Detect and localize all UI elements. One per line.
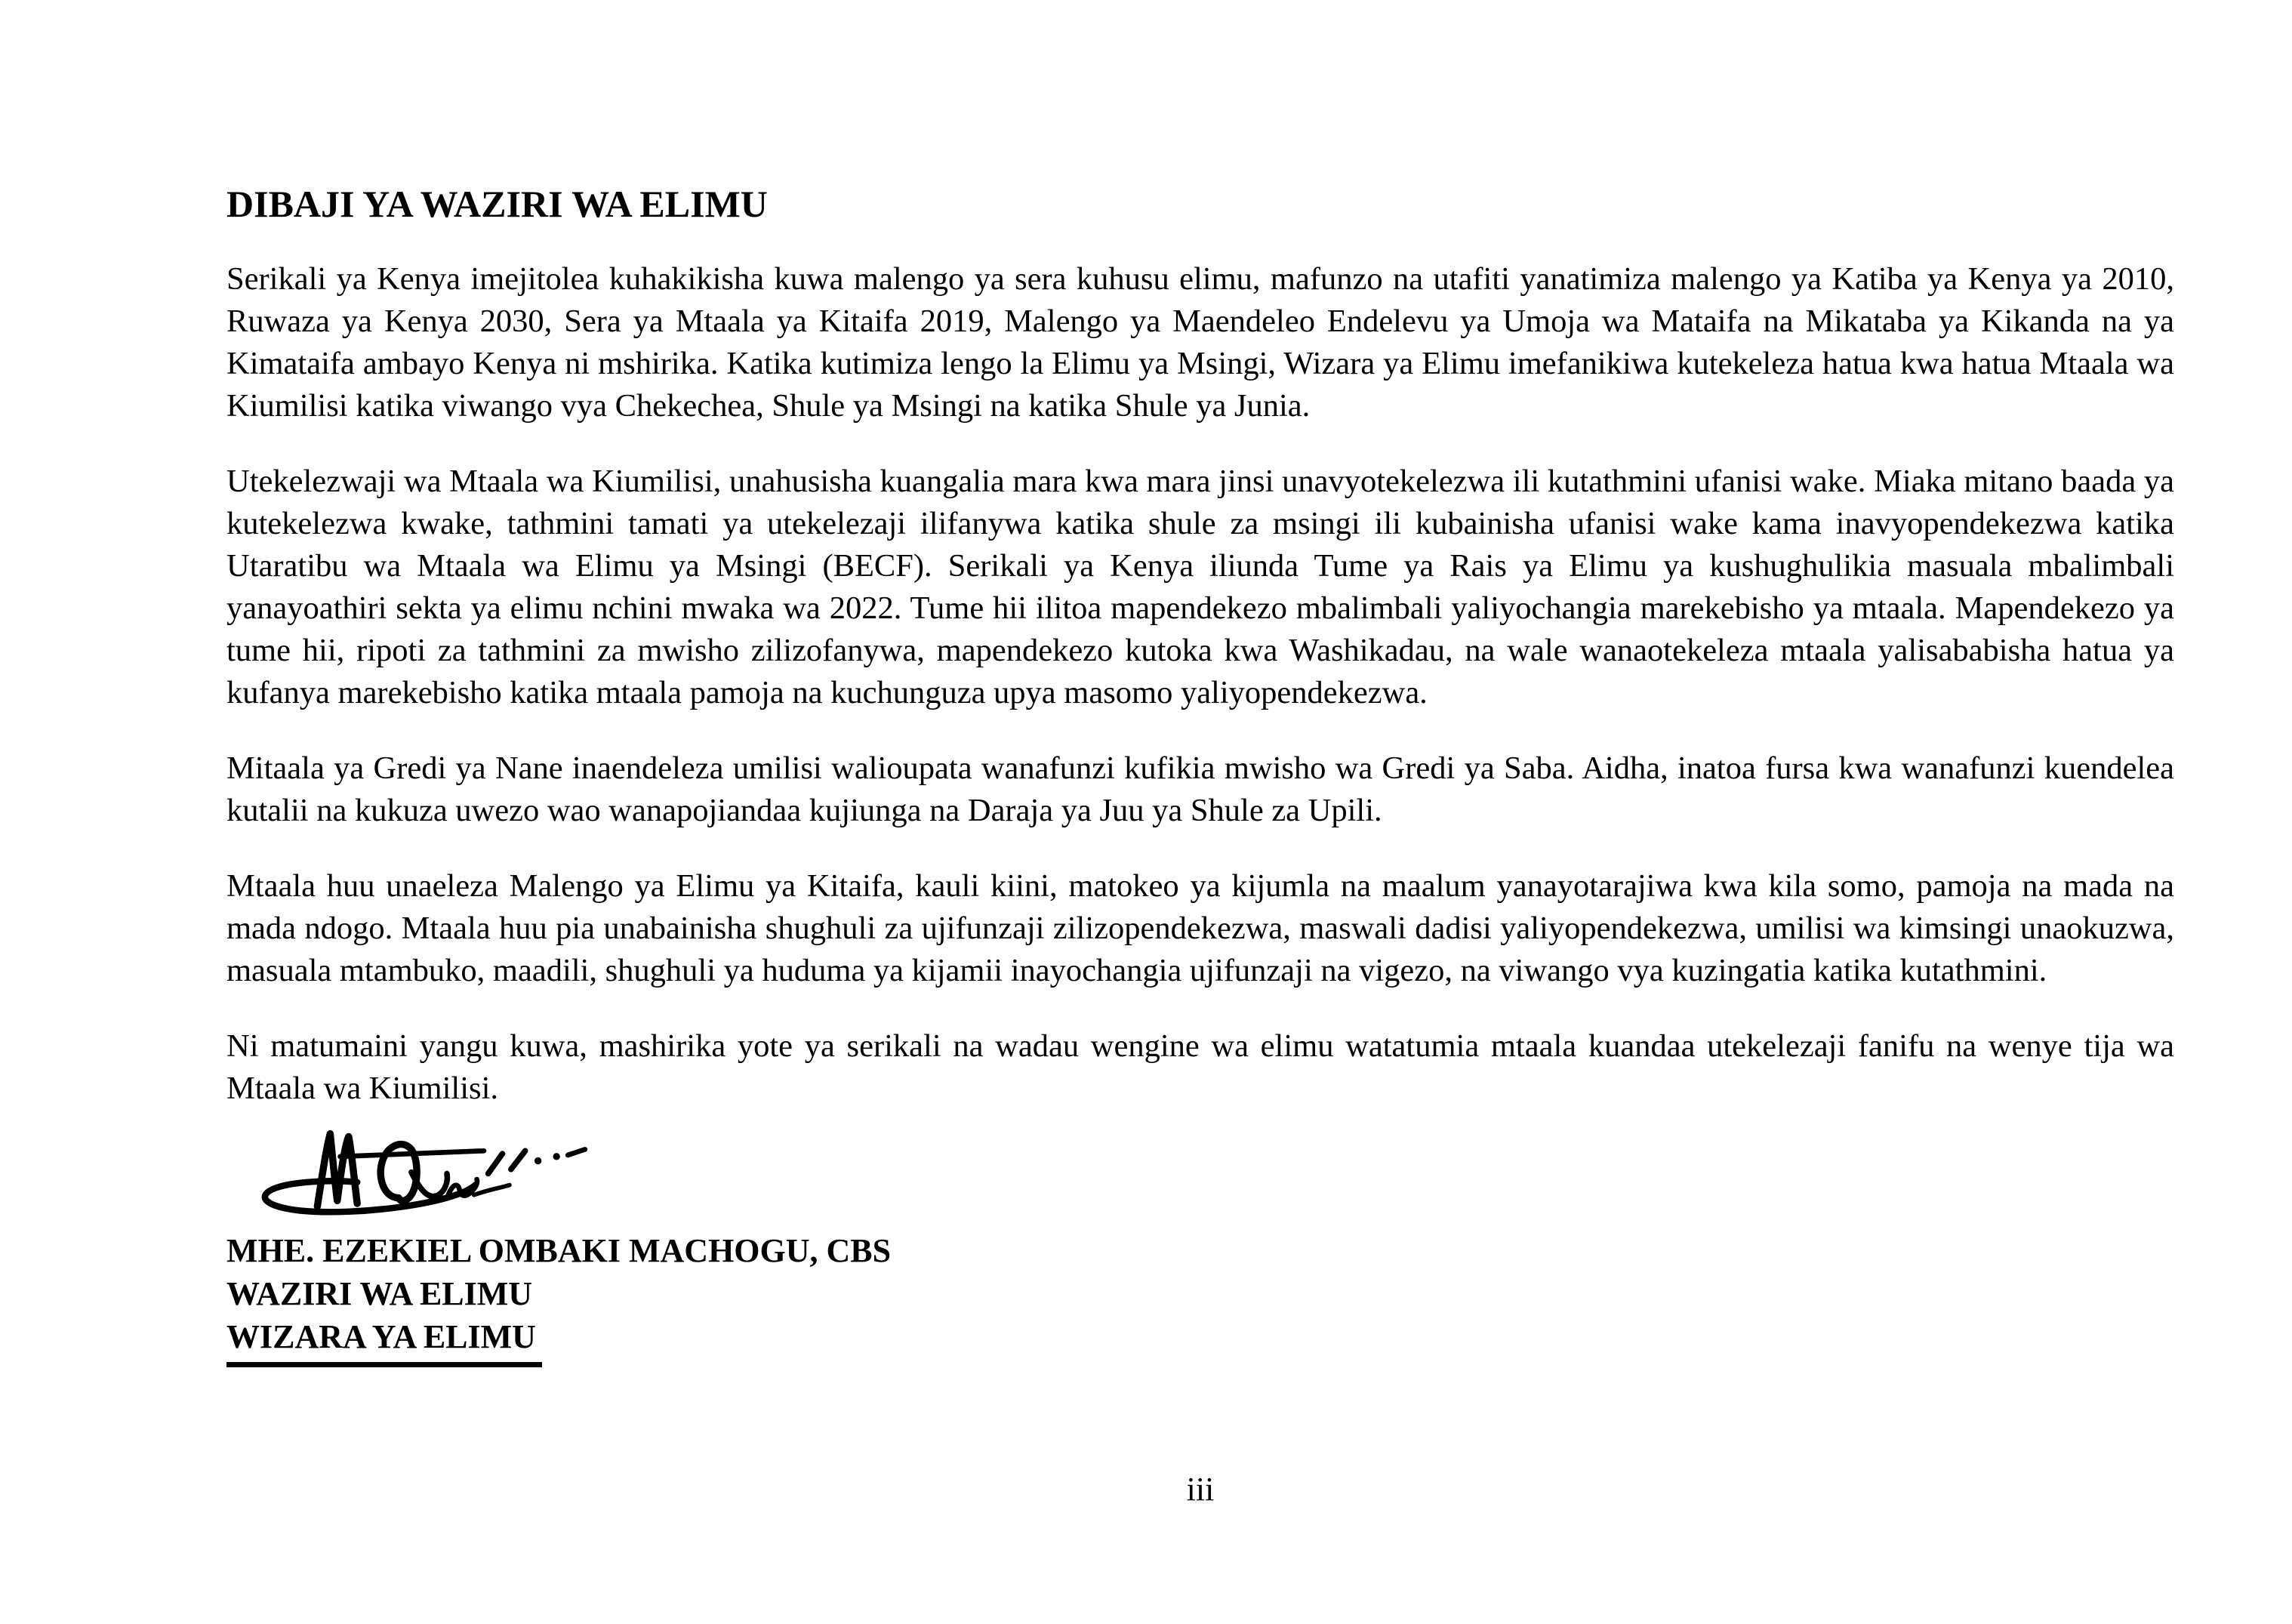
signatory-ministry bbox=[226, 1315, 2174, 1367]
signature-icon bbox=[238, 1129, 630, 1229]
page-number: iii bbox=[1186, 1471, 1215, 1508]
signature-block bbox=[238, 1129, 2174, 1229]
document-content bbox=[226, 181, 2174, 1367]
paragraph-1: Serikali ya Kenya imejitolea kuhakikisha kuwa malengo ya sera kuhusu elimu, mafunzo na utafiti yanatimiza malengo ya Katiba ya Kenya ya 2010, Ruwaza ya Kenya 2030, Sera ya Mtaala ya Kitaifa 2019, Malengo ya Maendeleo Endelevu ya Umoja wa Mataifa na Mikataba ya Kikanda na ya Kimataifa ambayo Kenya ni mshirika. Katika kutimiza lengo la Elimu ya Msingi, Wizara ya Elimu imefanikiwa kutekeleza hatua kwa hatua Mtaala wa Kiumilisi katika viwango vya Chekechea, Shule ya Msingi na katika Shule ya Junia. bbox=[226, 261, 2174, 424]
paragraph-2: Utekelezwaji wa Mtaala wa Kiumilisi, unahusisha kuangalia mara kwa mara jinsi unavyotekelezwa ili kutathmini ufanisi wake. Miaka mitano baada ya kutekelezwa kwake, tathmini tamati ya utekelezaji ilifanywa katika shule za msingi ili kubainisha ufanisi wake kama inavyopendekezwa katika Utaratibu wa Mtaala wa Elimu ya Msingi (BECF). Serikali ya Kenya iliunda Tume ya Rais ya Elimu ya kushughulikia masuala mbalimbali yanayoathiri sekta ya elimu nchini mwaka wa 2022. Tume hii ilitoa mapendekezo mbalimbali yaliyochangia marekebisho ya mtaala. Mapendekezo ya tume hii, ripoti za tathmini za mwisho zilizofanywa, mapendekezo kutoka kwa Washikadau, na wale wanaotekeleza mtaala yalisababisha hatua ya kufanya marekebisho katika mtaala pamoja na kuchunguza upya masomo yaliyopendekezwa. bbox=[226, 464, 2174, 710]
paragraph-5: Ni matumaini yangu kuwa, mashirika yote ya serikali na wadau wengine wa elimu watatumia mtaala kuandaa utekelezaji fanifu na wenye tija wa Mtaala wa Kiumilisi. bbox=[226, 1028, 2174, 1106]
signatory-name: MHE. EZEKIEL OMBAKI MACHOGU, CBS bbox=[226, 1232, 892, 1269]
signatory-role: WAZIRI WA ELIMU bbox=[226, 1275, 533, 1312]
page-title: DIBAJI YA WAZIRI WA ELIMU bbox=[226, 183, 768, 225]
paragraph-3: Mitaala ya Gredi ya Nane inaendeleza umilisi walioupata wanafunzi kufikia mwisho wa Gredi ya Saba. Aidha, inatoa fursa kwa wanafunzi kuendelea kutalii na kukuza uwezo wao wanapojiandaa kujiunga na Daraja ya Juu ya Shule za Upili. bbox=[226, 750, 2174, 828]
paragraph-4: Mtaala huu unaeleza Malengo ya Elimu ya Kitaifa, kauli kiini, matokeo ya kijumla na maalum yanayotarajiwa kwa kila somo, pamoja na mada na mada ndogo. Mtaala huu pia unabainisha shughuli za ujifunzaji zilizopendekezwa, maswali dadisi yaliyopendekezwa, umilisi wa kimsingi unaokuzwa, masuala mtambuko, maadili, shughuli ya huduma ya kijamii inayochangia ujifunzaji na vigezo, na viwango vya kuzingatia katika kutathmini. bbox=[226, 868, 2174, 988]
signatory-ministry-text: WIZARA YA ELIMU bbox=[226, 1315, 542, 1367]
